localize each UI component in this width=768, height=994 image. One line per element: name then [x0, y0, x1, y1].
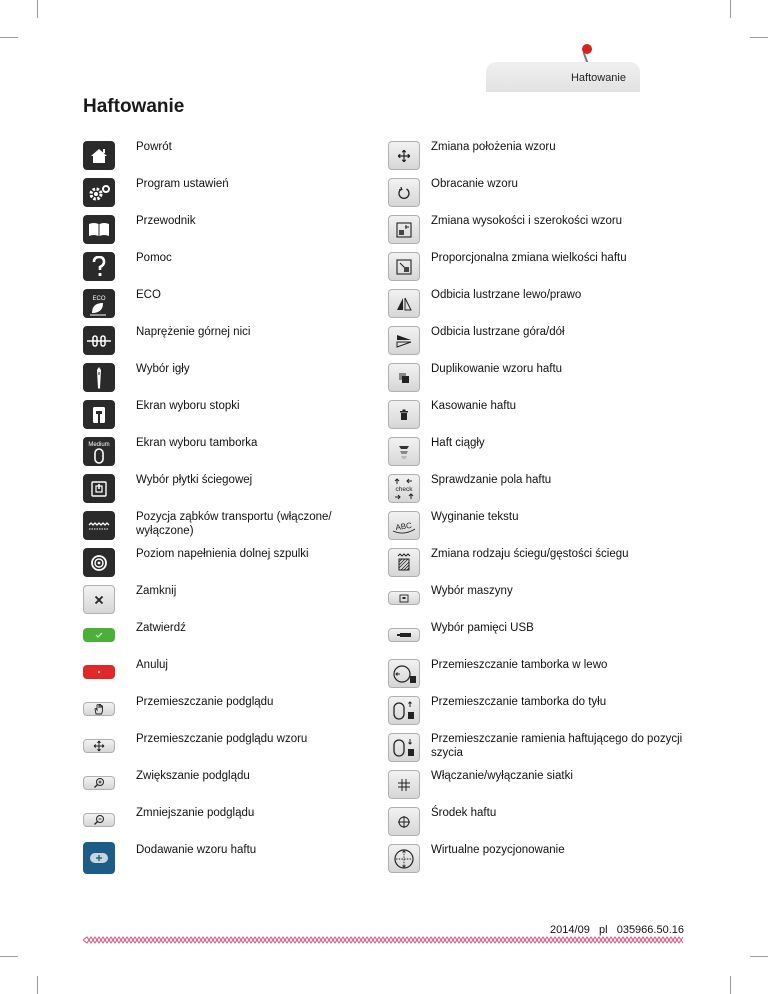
item-label: Wyginanie tekstu: [431, 511, 519, 523]
crop-mark: [730, 0, 731, 18]
item-label: Wybór igły: [136, 363, 190, 375]
pin-icon: [582, 44, 592, 54]
check-field-icon: [388, 474, 420, 503]
item-label: Wybór pamięci USB: [431, 622, 534, 634]
rotate-icon: [388, 178, 420, 207]
item-label: Zmiana wysokości i szerokości wzoru: [431, 215, 623, 227]
item-label: Powrót: [136, 141, 172, 153]
usb-icon: [388, 628, 420, 642]
check-icon: [83, 628, 115, 642]
virtual-position-icon: [388, 844, 420, 873]
item-label: Zmiana położenia wzoru: [431, 141, 556, 153]
stitch-density-icon: [388, 548, 420, 577]
cancel-icon: [83, 665, 115, 679]
mirror-ud-icon: [388, 326, 420, 355]
crop-mark: [0, 37, 18, 38]
eco-icon-text: ECO: [92, 295, 106, 302]
proportional-resize-icon: [388, 252, 420, 281]
item-label: Proporcjonalna zmiana wielkości haftu: [431, 252, 627, 264]
hoop-left-icon: [388, 659, 420, 688]
item-label: Dodawanie wzoru haftu: [136, 844, 257, 856]
footer-zigzag: [83, 936, 685, 944]
item-label: Zamknij: [136, 585, 177, 597]
arm-park-icon: [388, 733, 420, 762]
crop-mark: [37, 976, 38, 994]
hoop-icon-text: Medium: [88, 441, 110, 448]
home-icon: [83, 141, 115, 170]
item-label: Program ustawień: [136, 178, 229, 190]
item-label: Pomoc: [136, 252, 172, 264]
item-label: Poziom napełnienia dolnej szpulki: [136, 548, 309, 560]
item-label: Przemieszczanie tamborka do tyłu: [431, 696, 607, 708]
add-pattern-icon: [83, 842, 115, 874]
item-label: Kasowanie haftu: [431, 400, 517, 412]
crop-mark: [0, 956, 18, 957]
check-field-icon-text: check: [395, 485, 413, 493]
item-label: Pozycja ząbków transportu (włączone/ wyłączone): [136, 511, 332, 537]
item-label: Sprawdzanie pola haftu: [431, 474, 552, 486]
grid-icon: [388, 770, 420, 799]
chapter-tab: [486, 40, 640, 92]
presser-foot-icon: [83, 400, 115, 429]
item-label: Duplikowanie wzoru haftu: [431, 363, 563, 375]
mirror-lr-icon: [388, 289, 420, 318]
item-label: Odbicia lustrzane góra/dół: [431, 326, 565, 338]
item-label: Ekran wyboru stopki: [136, 400, 240, 412]
item-label: Przewodnik: [136, 215, 196, 227]
page-title: Haftowanie: [83, 96, 185, 117]
item-label: Zwiększanie podglądu: [136, 770, 250, 782]
bend-text-icon-text: ABC: [394, 520, 413, 532]
book-icon: [83, 215, 115, 244]
item-label: Wybór maszyny: [431, 585, 513, 597]
thread-tension-icon: [83, 326, 115, 355]
item-label: Przemieszczanie tamborka w lewo: [431, 659, 608, 671]
resize-icon: [388, 215, 420, 244]
close-icon: [83, 585, 115, 614]
machine-icon: [388, 591, 420, 605]
continuous-embroidery-icon: [388, 437, 420, 466]
item-label: Przemieszczanie podglądu wzoru: [136, 733, 308, 745]
eco-icon: [83, 289, 115, 318]
chapter-tab-label: Haftowanie: [486, 62, 640, 92]
item-label: Haft ciągły: [431, 437, 485, 449]
stitch-plate-icon: [83, 474, 115, 503]
crop-mark: [730, 976, 731, 994]
item-label: Przemieszczanie podglądu: [136, 696, 274, 708]
gears-icon: [83, 178, 115, 207]
hoop-icon: [83, 437, 115, 466]
hoop-back-icon: [388, 696, 420, 725]
footer-text: 2014/09 pl 035966.50.16: [550, 924, 684, 936]
crop-mark: [750, 37, 768, 38]
item-label: Wirtualne pozycjonowanie: [431, 844, 565, 856]
bend-text-icon: [388, 511, 420, 540]
zoom-in-icon: [83, 776, 115, 790]
item-label: Włączanie/wyłączanie siatki: [431, 770, 573, 782]
item-label: Wybór płytki ściegowej: [136, 474, 253, 486]
item-label: Naprężenie górnej nici: [136, 326, 251, 338]
item-label: Przemieszczanie ramienia haftującego do pozycji szycia: [431, 733, 683, 759]
item-label: Ekran wyboru tamborka: [136, 437, 258, 449]
delete-icon: [388, 400, 420, 429]
bobbin-icon: [83, 548, 115, 577]
feed-dog-icon: [83, 511, 115, 540]
item-label: ECO: [136, 289, 161, 301]
item-label: Zmniejszanie podglądu: [136, 807, 255, 819]
move-arrows-icon: [83, 739, 115, 753]
item-label: Środek haftu: [431, 807, 497, 819]
crop-mark: [37, 0, 38, 18]
item-label: Obracanie wzoru: [431, 178, 518, 190]
duplicate-icon: [388, 363, 420, 392]
item-label: Odbicia lustrzane lewo/prawo: [431, 289, 582, 301]
center-icon: [388, 807, 420, 836]
item-label: Anuluj: [136, 659, 168, 671]
item-label: Zatwierdź: [136, 622, 186, 634]
zoom-out-icon: [83, 813, 115, 827]
move-arrows-icon: [388, 141, 420, 170]
question-icon: [83, 252, 115, 281]
crop-mark: [750, 956, 768, 957]
item-label: Zmiana rodzaju ściegu/gęstości ściegu: [431, 548, 629, 560]
hand-icon: [83, 702, 115, 716]
needle-icon: [83, 363, 115, 392]
